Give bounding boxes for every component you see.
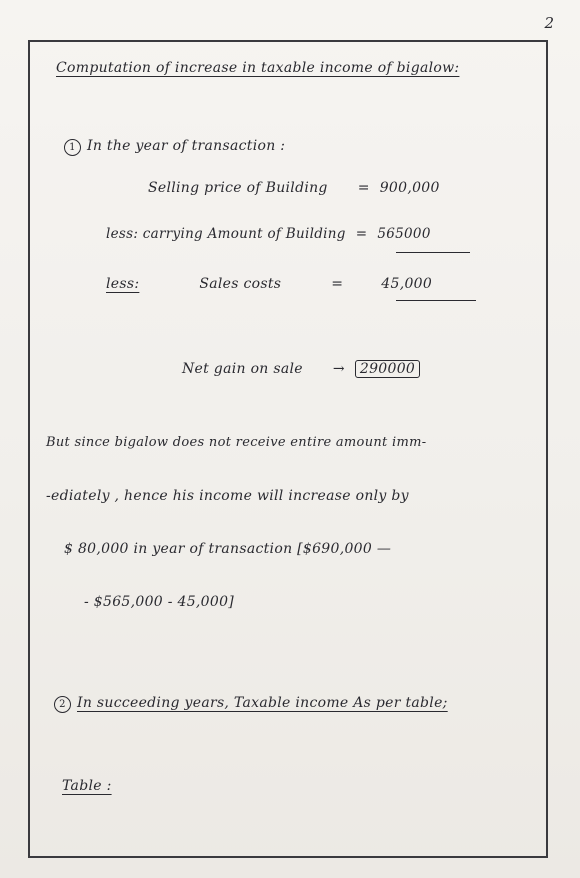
- net-gain-row: [182, 360, 420, 378]
- section-two-heading: [54, 695, 448, 713]
- section-one-marker: 1: [64, 139, 81, 156]
- row-sign: =: [331, 276, 344, 292]
- row-label: less: carrying Amount of Building: [106, 226, 346, 242]
- paragraph-line: $ 80,000 in year of transaction [$690,000 —: [64, 541, 392, 557]
- net-gain-value: 290000: [355, 360, 420, 378]
- section-one-heading: [64, 138, 285, 156]
- row-sign: =: [355, 226, 368, 242]
- row-carrying-amount: [106, 226, 431, 242]
- row-value: 45,000: [381, 276, 433, 292]
- row-label: Selling price of Building: [148, 180, 328, 196]
- row-middle: Sales costs: [199, 276, 282, 292]
- paragraph-line: -ediately , hence his income will increase only by: [46, 488, 409, 504]
- page-number: 2: [544, 14, 554, 32]
- table-label: Table :: [62, 778, 112, 794]
- section-one-title: In the year of transaction :: [87, 138, 286, 154]
- row-selling-price: [148, 180, 440, 196]
- section-two-title: In succeeding years, Taxable income As per table;: [77, 695, 448, 711]
- page-heading: Computation of increase in taxable income of bigalow:: [56, 60, 460, 76]
- row-sign: =: [357, 180, 370, 196]
- paragraph-line: - $565,000 - 45,000]: [84, 594, 235, 610]
- row-value-underline: [396, 300, 476, 301]
- arrow-icon: →: [332, 361, 345, 377]
- row-value: 565000: [377, 226, 431, 242]
- paragraph-line: But since bigalow does not receive entire amount imm-: [46, 435, 427, 450]
- row-label: less:: [106, 276, 140, 292]
- row-sales-costs: [106, 276, 432, 292]
- row-value-underline: [396, 252, 470, 253]
- net-gain-label: Net gain on sale: [182, 361, 303, 377]
- section-two-marker: 2: [54, 696, 71, 713]
- row-value: 900,000: [379, 180, 440, 196]
